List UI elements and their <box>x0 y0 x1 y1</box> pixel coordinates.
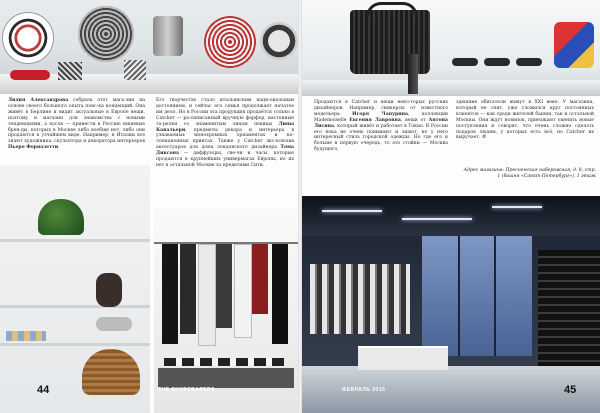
left-page <box>0 0 298 413</box>
body-text: , вещи от <box>400 117 429 123</box>
page-number-right: 45 <box>564 384 577 396</box>
body-text: — диффузоры, све-чи и часы, которые продаются в крупнейших универмагах Европы, но их нет в остальной Москве за пределами Сити. <box>156 151 294 168</box>
right-column-1 <box>314 100 448 153</box>
right-page <box>302 0 600 413</box>
clothing-rack-photo <box>154 208 298 413</box>
body-text: , который живёт и работает в Токио. В России его пока не очень понимают и знают, но у него интересный стиль городской одежды. Но где его и больше в первую очередь, то это стойки — Москва будущего, <box>314 123 448 153</box>
body-text: . <box>58 145 60 151</box>
boutique-interior-photo <box>302 196 600 413</box>
body-text: Продаются в Catcher и вещи неко-торых русских дизайнеров. Например, сникерсы от известного модельера <box>314 100 448 117</box>
person-name: Лидия Александрова <box>8 98 69 103</box>
left-column-2 <box>156 98 294 169</box>
handbags-shelf-photo <box>0 165 150 413</box>
body-text: , предметы декора и интерьера в узнаваемых монохромных орнаментах и ко-ллекционных принтах. Также у Catcher экс-клюзив аксессуаров для дома лондонского дизайнера <box>156 127 294 151</box>
person-name: Тома Диксона <box>156 145 294 157</box>
page-number-left: 44 <box>37 384 50 396</box>
body-text: собрала этот мага-зин на основе своего большого опыта поис-ка концепций. Она живёт в Берлине и видит актуальные в Европе вещи, поэтому и магазин для знакомства с новыми тенденциями, а после — принести в Россию нишевые брен-ды, которых в Москве либо вообще нет, либо они продаются в узчайшем виде. Например, в Италии все знают художника, скульптора и декоратора интерьеров <box>8 98 145 145</box>
person-name: Лины Кавальери <box>156 121 294 133</box>
body-text: здешние обитатели живут в XXI веке. У магазина, который не спит, уже сложился круг постоянных клиентов — как среди жителей башни, так и остальной Москвы. Они ждут новинок, приезжают оценить новые поступления и говорят, что очень сложно сделать подарок людям, у которых есть всё, но Catcher их выручает. <box>456 100 594 141</box>
person-name: Евгения Лавровна <box>349 117 401 123</box>
body-text: , коллекции Mademoiselle <box>314 111 448 123</box>
store-address-caption: Адрес магазина: Пресненская набережная, д. 8, стр. 1 (башня «Санкт-Петербург»), 1 этаж <box>463 168 596 179</box>
running-title-left: THE SKYSCRAPERS <box>158 387 215 393</box>
person-name: Пьеро Форназетти <box>8 145 59 151</box>
running-title-right: ФЕВРАЛЬ 2016 <box>342 387 386 393</box>
right-column-2 <box>456 100 594 141</box>
body-text: Его творчество стало итальянским наци-ональным достоянием, и сейчас его семья продолжает начатое им дело. Но в России эта продукция продаётся только в Catcher — ра-сиписанный вручную фарфор, настенные та-релки со знаменитым лицом певицы <box>156 98 294 127</box>
accessories-display-photo <box>302 0 600 96</box>
end-mark: © <box>480 135 487 141</box>
person-name: Игоря Чапурина <box>352 111 408 117</box>
person-name: Антона Лисина <box>314 117 448 129</box>
left-column-1 <box>8 98 145 151</box>
tableware-photo <box>0 0 298 94</box>
